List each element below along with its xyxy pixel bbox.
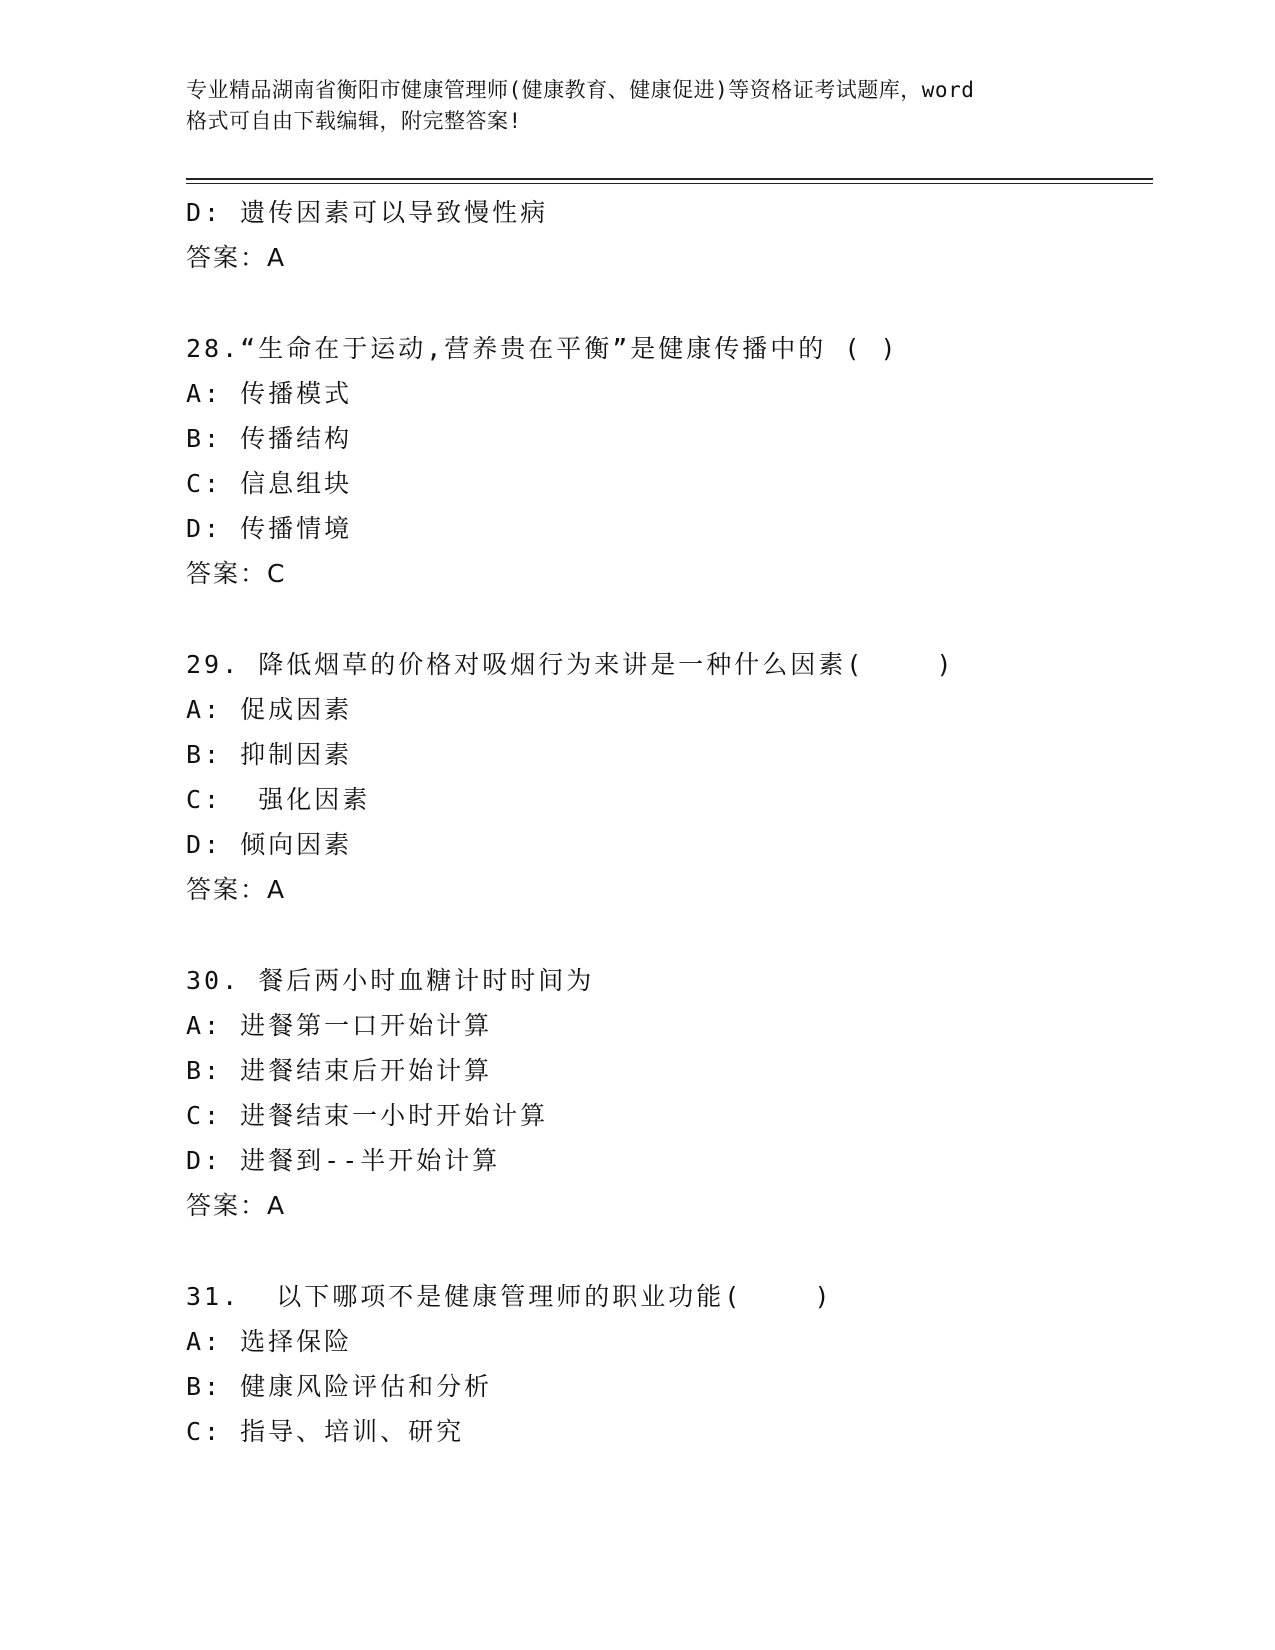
header-divider xyxy=(186,178,1153,180)
question-list xyxy=(186,190,1146,1454)
question-stem: 29. 降低烟草的价格对吸烟行为来讲是一种什么因素( ) xyxy=(186,650,955,679)
question-29 xyxy=(186,642,1146,912)
answer: 答案：C xyxy=(186,559,287,588)
option-d: D: 遗传因素可以导致慢性病 xyxy=(186,198,549,227)
option-c: C: 信息组块 xyxy=(186,469,353,498)
answer: 答案：A xyxy=(186,243,287,272)
question-31 xyxy=(186,1274,1146,1454)
option-b: B: 健康风险评估和分析 xyxy=(186,1372,493,1401)
question-stem: 31. 以下哪项不是健康管理师的职业功能( ) xyxy=(186,1282,833,1311)
document-header xyxy=(186,75,1086,137)
option-a: A: 选择保险 xyxy=(186,1327,353,1356)
option-a: A: 进餐第一口开始计算 xyxy=(186,1011,493,1040)
header-line-1: 专业精品湖南省衡阳市健康管理师(健康教育、健康促进)等资格证考试题库，word xyxy=(186,78,975,102)
option-d: D: 传播情境 xyxy=(186,514,353,543)
option-c: C: 强化因素 xyxy=(186,785,371,814)
option-a: A: 传播模式 xyxy=(186,379,353,408)
option-c: C: 指导、培训、研究 xyxy=(186,1417,465,1446)
option-d: D: 倾向因素 xyxy=(186,830,353,859)
question-stem: 30. 餐后两小时血糖计时时间为 xyxy=(186,966,595,995)
option-b: B: 进餐结束后开始计算 xyxy=(186,1056,493,1085)
option-d: D: 进餐到--半开始计算 xyxy=(186,1146,501,1175)
option-c: C: 进餐结束一小时开始计算 xyxy=(186,1101,549,1130)
header-divider-thin xyxy=(186,183,1153,184)
header-line-2: 格式可自由下载编辑，附完整答案! xyxy=(186,109,522,133)
option-b: B: 传播结构 xyxy=(186,424,353,453)
question-28 xyxy=(186,326,1146,596)
answer: 答案：A xyxy=(186,875,287,904)
question-30 xyxy=(186,958,1146,1228)
question-stem: 28.“生命在于运动,营养贵在平衡”是健康传播中的 ( ) xyxy=(186,334,899,363)
option-b: B: 抑制因素 xyxy=(186,740,353,769)
answer: 答案：A xyxy=(186,1191,287,1220)
option-a: A: 促成因素 xyxy=(186,695,353,724)
